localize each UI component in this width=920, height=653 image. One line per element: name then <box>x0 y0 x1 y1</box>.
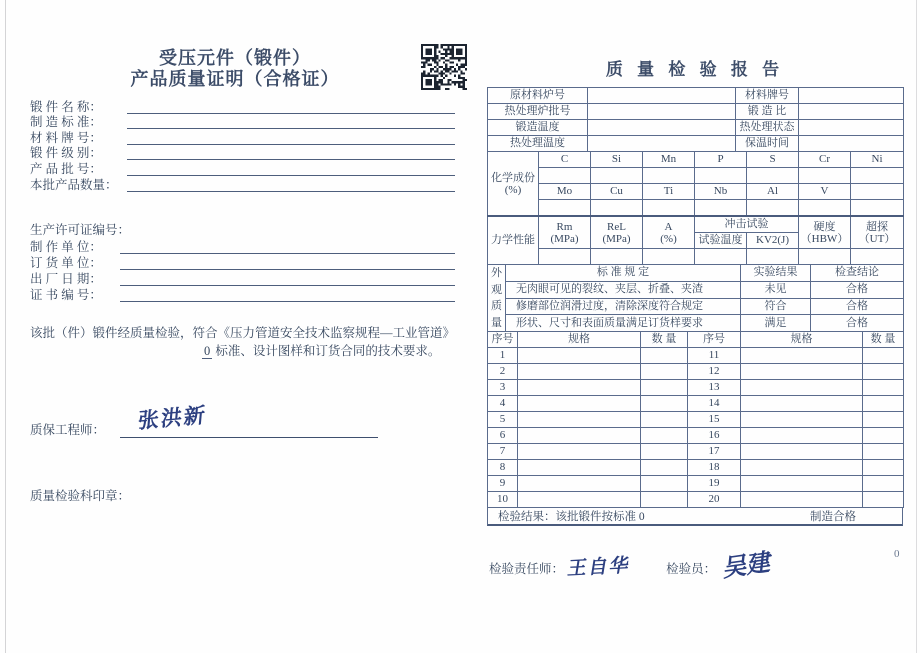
info-table <box>487 87 904 152</box>
appearance-header-result: 实验结果 <box>741 265 811 282</box>
field-label: 锻 件 级 别： <box>30 146 102 161</box>
inspector-signature: 王自华 <box>566 555 633 580</box>
field-label: 产 品 批 号： <box>30 161 102 176</box>
table-row <box>488 265 904 282</box>
chem-value <box>539 200 591 216</box>
info-value <box>588 104 736 120</box>
element-symbol: Ni <box>851 152 904 168</box>
field-label: 制 作 单 位： <box>30 240 102 254</box>
info-value <box>799 88 904 104</box>
mech-value <box>799 249 851 265</box>
stray-mark: 0 <box>894 548 900 560</box>
qa-engineer-label: 质保工程师： <box>30 423 106 437</box>
field-label: 本批产品数量： <box>30 177 118 192</box>
element-symbol: P <box>695 152 747 168</box>
table-row <box>488 136 904 152</box>
info-label: 热处理炉批号 <box>488 104 588 120</box>
element-symbol: S <box>747 152 799 168</box>
mech-value <box>695 249 747 265</box>
mech-value <box>643 249 695 265</box>
field-underline <box>127 100 455 114</box>
table-row <box>488 315 904 332</box>
inspector-signature-row <box>489 545 909 583</box>
chem-value <box>591 200 643 216</box>
impact-kv-header: KV2(J) <box>747 233 799 249</box>
field-label: 订 货 单 位： <box>30 256 102 270</box>
element-symbol: Nb <box>695 184 747 200</box>
mech-value <box>851 249 904 265</box>
element-symbol: V <box>799 184 851 200</box>
mech-value <box>747 249 799 265</box>
info-label: 保温时间 <box>736 136 799 152</box>
info-value <box>588 136 736 152</box>
hardness-header: 硬度 （HBW） <box>799 216 851 249</box>
mech-header-rel: ReL (MPa) <box>591 216 643 249</box>
element-symbol: Ti <box>643 184 695 200</box>
list-header: 数 量 <box>641 332 688 348</box>
appearance-header-std: 标 准 规 定 <box>506 265 741 282</box>
left-title-line1: 受压元件（锻件） <box>159 48 311 68</box>
field-row <box>30 114 455 130</box>
chem-value <box>539 168 591 184</box>
list-row: 9 19 <box>488 476 904 492</box>
table-row <box>488 184 904 200</box>
qa-stamp-label: 质量检验科印章： <box>30 489 131 503</box>
list-header: 序号 <box>688 332 741 348</box>
statement-line1: 该批（件）锻件经质量检验，符合《压力管道安全技术监察规程—工业管道》 <box>30 326 456 340</box>
mechanical-table <box>487 215 904 265</box>
field-row <box>30 254 455 270</box>
list-row: 4 14 <box>488 396 904 412</box>
field-row <box>30 270 455 286</box>
forging-fields-group <box>30 98 455 192</box>
inspector-label: 检验责任师： <box>489 562 565 576</box>
field-row <box>30 129 455 145</box>
examiner-signature: 吴建 <box>722 549 773 583</box>
info-value <box>588 88 736 104</box>
chem-section-label: 化学成份 (%) <box>488 152 539 216</box>
qr-code <box>421 44 467 90</box>
list-row: 8 18 <box>488 460 904 476</box>
impact-test-header: 冲击试验 <box>695 216 799 233</box>
signature-underline <box>120 437 378 438</box>
list-row: 6 16 <box>488 428 904 444</box>
info-value <box>799 136 904 152</box>
field-underline <box>127 146 455 160</box>
examiner-label: 检验员： <box>666 562 717 576</box>
info-value <box>588 120 736 136</box>
list-row: 1 11 <box>488 348 904 364</box>
impact-temp-header: 试验温度 <box>695 233 747 249</box>
list-row: 5 15 <box>488 412 904 428</box>
chem-value <box>747 168 799 184</box>
left-page-title <box>60 48 410 90</box>
chem-value <box>695 168 747 184</box>
list-row: 7 17 <box>488 444 904 460</box>
table-row <box>488 152 904 168</box>
field-label: 制 造 标 准： <box>30 115 102 130</box>
table-row <box>488 249 904 265</box>
mech-value <box>539 249 591 265</box>
field-underline <box>120 288 455 302</box>
table-row <box>488 281 904 298</box>
table-row <box>488 298 904 315</box>
mech-section-label: 力学性能 <box>488 216 539 265</box>
manufacture-qualified-text: 制造合格 <box>810 511 856 523</box>
field-label: 材 料 牌 号： <box>30 130 102 145</box>
chemistry-table <box>487 151 904 216</box>
appearance-result: 满足 <box>741 315 811 332</box>
list-header: 规格 <box>518 332 641 348</box>
table-row <box>488 216 904 233</box>
field-row <box>30 98 455 114</box>
chem-value <box>799 200 851 216</box>
chem-value <box>799 168 851 184</box>
ut-header: 超探 （UT） <box>851 216 904 249</box>
list-row: 2 12 <box>488 364 904 380</box>
appearance-section-label: 外观质量 <box>488 265 506 332</box>
report-title: 质 量 检 验 报 告 <box>605 60 785 79</box>
field-row <box>30 176 455 192</box>
statement-line2: 0 标准、设计图样和订货合同的技术要求。 <box>204 344 441 358</box>
field-row <box>30 160 455 176</box>
element-symbol: Si <box>591 152 643 168</box>
appearance-conclusion: 合格 <box>811 298 904 315</box>
inspection-report-table <box>487 88 903 526</box>
info-label: 锻造温度 <box>488 120 588 136</box>
element-symbol: C <box>539 152 591 168</box>
appearance-conclusion: 合格 <box>811 281 904 298</box>
mech-value <box>591 249 643 265</box>
appearance-standard: 修磨部位润滑过度，清除深度符合规定 <box>506 298 741 315</box>
chem-value <box>695 200 747 216</box>
list-header: 序号 <box>488 332 518 348</box>
info-label: 热处理温度 <box>488 136 588 152</box>
appearance-header-conclusion: 检查结论 <box>811 265 904 282</box>
appearance-conclusion: 合格 <box>811 315 904 332</box>
list-header: 规格 <box>741 332 863 348</box>
element-symbol: Cu <box>591 184 643 200</box>
element-symbol: Mn <box>643 152 695 168</box>
table-row <box>488 88 904 104</box>
element-symbol: Al <box>747 184 799 200</box>
field-underline <box>120 256 455 270</box>
chem-value <box>643 200 695 216</box>
element-symbol: Cr <box>799 152 851 168</box>
mech-header-a: A (%) <box>643 216 695 249</box>
chem-value <box>643 168 695 184</box>
field-label: 证 书 编 号： <box>30 288 102 302</box>
spec-list-table <box>487 331 904 508</box>
field-row <box>30 286 455 302</box>
field-underline <box>127 178 455 192</box>
info-label: 材料牌号 <box>736 88 799 104</box>
info-value <box>799 120 904 136</box>
inspection-result-row <box>487 508 903 526</box>
field-underline <box>120 272 455 286</box>
info-value <box>799 104 904 120</box>
field-label: 生产许可证编号： <box>30 222 131 237</box>
list-header: 数 量 <box>863 332 904 348</box>
field-row <box>30 238 455 254</box>
field-underline <box>127 162 455 176</box>
chem-value <box>851 200 904 216</box>
table-row <box>488 200 904 216</box>
table-row <box>488 104 904 120</box>
table-row <box>488 332 904 348</box>
appearance-standard: 无肉眼可见的裂纹、夹层、折叠、夹渣 <box>506 281 741 298</box>
field-label: 锻 件 名 称： <box>30 99 102 114</box>
appearance-standard: 形状、尺寸和表面质量满足订货样要求 <box>506 315 741 332</box>
list-row: 3 13 <box>488 380 904 396</box>
info-label: 原材料炉号 <box>488 88 588 104</box>
conformity-statement <box>30 324 460 360</box>
table-row <box>488 168 904 184</box>
chem-value <box>851 168 904 184</box>
field-underline <box>127 131 455 145</box>
field-label: 出 厂 日 期： <box>30 272 102 286</box>
appearance-result: 符合 <box>741 298 811 315</box>
info-label: 热处理状态 <box>736 120 799 136</box>
info-label: 锻 造 比 <box>736 104 799 120</box>
appearance-result: 未见 <box>741 281 811 298</box>
element-symbol <box>851 184 904 200</box>
appearance-table <box>487 264 904 332</box>
field-underline <box>127 115 455 129</box>
qa-engineer-signature: 张洪新 <box>136 402 208 434</box>
inspection-result-text: 检验结果：该批锻件按标准 0 <box>498 511 645 523</box>
mech-header-rm: Rm (MPa) <box>539 216 591 249</box>
chem-value <box>591 168 643 184</box>
qa-engineer-row <box>30 402 380 438</box>
field-underline <box>120 240 455 254</box>
table-row <box>488 120 904 136</box>
list-row: 10 20 <box>488 492 904 508</box>
unit-fields-group <box>30 238 455 302</box>
field-row <box>30 145 455 161</box>
license-field <box>30 221 455 237</box>
standard-number: 0 <box>204 344 211 358</box>
element-symbol: Mo <box>539 184 591 200</box>
chem-value <box>747 200 799 216</box>
left-title-line2: 产品质量证明（合格证） <box>130 69 340 89</box>
